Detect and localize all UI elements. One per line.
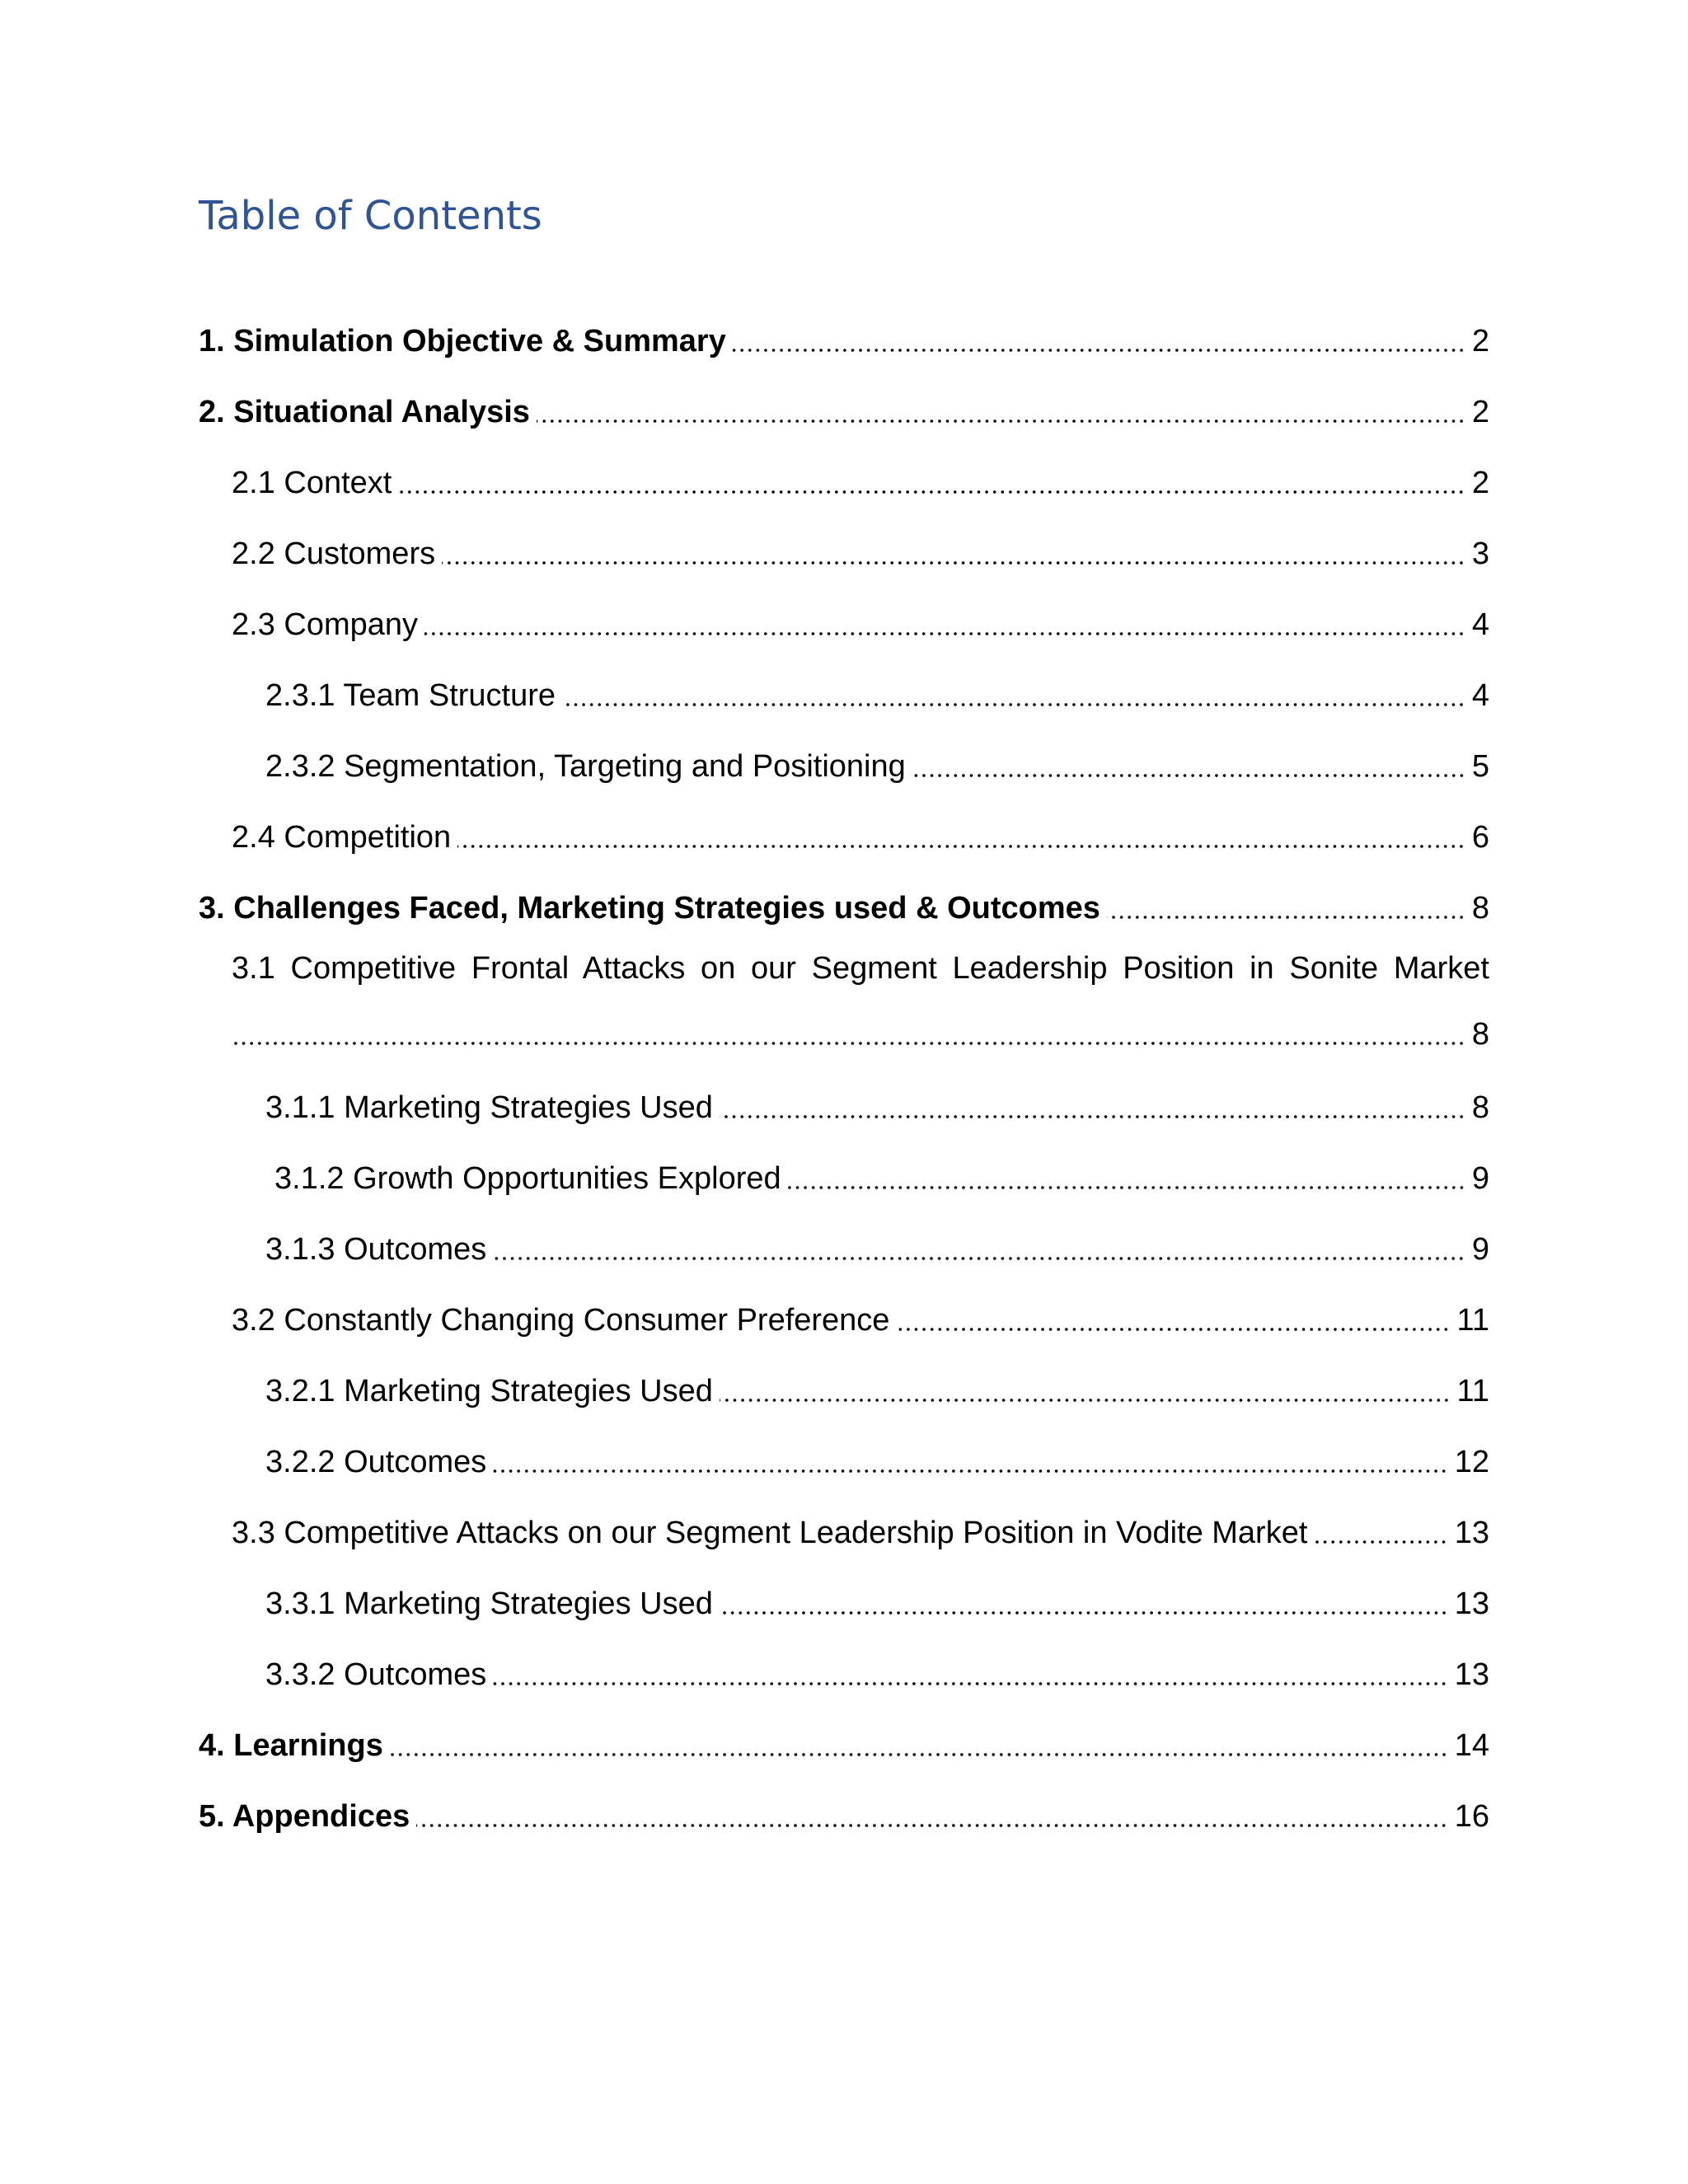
dot-leader bbox=[416, 1824, 1447, 1827]
toc-entry-3-3-1[interactable] bbox=[265, 1573, 1489, 1619]
toc-entry-3-2-2[interactable] bbox=[265, 1432, 1489, 1478]
dot-leader bbox=[1107, 916, 1465, 919]
toc-page-number: 4 bbox=[1471, 678, 1489, 713]
dot-leader bbox=[720, 1611, 1448, 1615]
toc-page-number: 9 bbox=[1471, 1232, 1489, 1267]
toc-entry-text: 4. Learnings bbox=[199, 1728, 383, 1763]
toc-entry-2-4[interactable] bbox=[232, 807, 1489, 853]
toc-page-number: 9 bbox=[1471, 1161, 1489, 1196]
dot-leader bbox=[896, 1328, 1450, 1331]
toc-entry-text: 3.1.1 Marketing Strategies Used bbox=[265, 1090, 713, 1125]
dot-leader bbox=[493, 1257, 1465, 1260]
toc-page-number: 12 bbox=[1454, 1445, 1489, 1479]
toc-page-number: 3 bbox=[1471, 537, 1489, 571]
dot-leader bbox=[442, 561, 1465, 565]
toc-page-number: 4 bbox=[1471, 607, 1489, 642]
toc-entry-text: 3.3 Competitive Attacks on our Segment Leadership Position in Vodite Market bbox=[232, 1516, 1308, 1550]
toc-entry-text: 2.3.2 Segmentation, Targeting and Positioning bbox=[265, 749, 906, 784]
toc-page-number: 6 bbox=[1471, 820, 1489, 855]
toc-entry-text: 2.3 Company bbox=[232, 607, 419, 642]
toc-page-number: 11 bbox=[1456, 1303, 1489, 1338]
toc-entry-3-3[interactable] bbox=[232, 1502, 1489, 1549]
toc-entry-text: 2.2 Customers bbox=[232, 537, 436, 571]
toc-entry-text: 2.3.1 Team Structure bbox=[265, 678, 556, 713]
toc-page-number: 2 bbox=[1471, 395, 1489, 429]
dot-leader bbox=[788, 1186, 1465, 1189]
toc-page-number: 14 bbox=[1454, 1728, 1489, 1763]
toc-entry-2-3-1[interactable] bbox=[265, 665, 1489, 711]
dot-leader bbox=[390, 1753, 1448, 1756]
dot-leader bbox=[562, 703, 1465, 706]
toc-page-number: 5 bbox=[1471, 749, 1489, 784]
toc-entry-2-3-2[interactable] bbox=[265, 736, 1489, 782]
toc-page-number: 13 bbox=[1454, 1586, 1489, 1621]
toc-entry-text: 3.3.1 Marketing Strategies Used bbox=[265, 1586, 713, 1621]
toc-page-number: 2 bbox=[1471, 466, 1489, 500]
toc-entry-text: 3. Challenges Faced, Marketing Strategies used & Outcomes bbox=[199, 891, 1100, 926]
dot-leader bbox=[912, 774, 1465, 777]
toc-page-number: 8 bbox=[1471, 1090, 1489, 1125]
toc-entry-continuation bbox=[232, 1010, 1489, 1050]
toc-entry-text: 2. Situational Analysis bbox=[199, 395, 530, 429]
dot-leader bbox=[424, 632, 1465, 635]
toc-entry-4[interactable] bbox=[199, 1715, 1489, 1761]
toc-entry-3-2[interactable] bbox=[232, 1290, 1489, 1336]
toc-entry-3[interactable] bbox=[199, 878, 1489, 924]
dot-leader bbox=[398, 490, 1465, 494]
toc-page-number: 8 bbox=[1471, 1017, 1489, 1052]
toc-entry-5[interactable] bbox=[199, 1786, 1489, 1832]
toc-entry-3-1-1[interactable] bbox=[265, 1077, 1489, 1123]
toc-entry-1[interactable] bbox=[199, 311, 1489, 357]
toc-title: Table of Contents bbox=[199, 193, 542, 239]
toc-entry-text: 1. Simulation Objective & Summary bbox=[199, 324, 726, 359]
toc-entry-text: 2.4 Competition bbox=[232, 820, 452, 855]
dot-leader bbox=[493, 1682, 1447, 1685]
toc-entry-text: 3.1 Competitive Frontal Attacks on our Segment Leadership Position in Sonite Market bbox=[232, 951, 1489, 986]
toc-entry-2-1[interactable] bbox=[232, 452, 1489, 499]
dot-leader bbox=[493, 1469, 1447, 1473]
dot-leader bbox=[537, 419, 1465, 423]
dot-leader bbox=[720, 1115, 1465, 1118]
toc-entry-text: 5. Appendices bbox=[199, 1799, 410, 1834]
toc-page-number: 8 bbox=[1471, 891, 1489, 926]
toc-entry-3-1-2[interactable] bbox=[274, 1148, 1489, 1194]
toc-entry-text: 3.1.2 Growth Opportunities Explored bbox=[274, 1161, 781, 1196]
toc-page-number: 11 bbox=[1456, 1374, 1489, 1408]
dot-leader bbox=[733, 349, 1465, 352]
toc-entry-2-3[interactable] bbox=[232, 594, 1489, 640]
toc-entry-3-2-1[interactable] bbox=[265, 1361, 1489, 1407]
dot-leader bbox=[720, 1399, 1451, 1402]
toc-entry-text: 3.2 Constantly Changing Consumer Preference bbox=[232, 1303, 890, 1338]
toc-entry-text: 3.2.1 Marketing Strategies Used bbox=[265, 1374, 713, 1408]
toc-page-number: 2 bbox=[1471, 324, 1489, 359]
toc-entry-3-1-3[interactable] bbox=[265, 1219, 1489, 1265]
toc-entry-text: 3.2.2 Outcomes bbox=[265, 1445, 487, 1479]
toc-entry-text: 3.1.3 Outcomes bbox=[265, 1232, 487, 1267]
dot-leader bbox=[457, 845, 1465, 848]
toc-entry-text: 2.1 Context bbox=[232, 466, 392, 500]
toc-page-number: 13 bbox=[1454, 1516, 1489, 1550]
toc-entry-text: 3.3.2 Outcomes bbox=[265, 1657, 487, 1692]
toc-entry-2-2[interactable] bbox=[232, 523, 1489, 569]
toc-page-number: 13 bbox=[1454, 1657, 1489, 1692]
dot-leader bbox=[232, 1042, 1465, 1045]
toc-entry-3-3-2[interactable] bbox=[265, 1644, 1489, 1690]
toc-entry-2[interactable] bbox=[199, 382, 1489, 428]
toc-page-number: 16 bbox=[1454, 1799, 1489, 1834]
dot-leader bbox=[1314, 1540, 1447, 1544]
toc-entry-3-1[interactable] bbox=[232, 953, 1489, 1050]
